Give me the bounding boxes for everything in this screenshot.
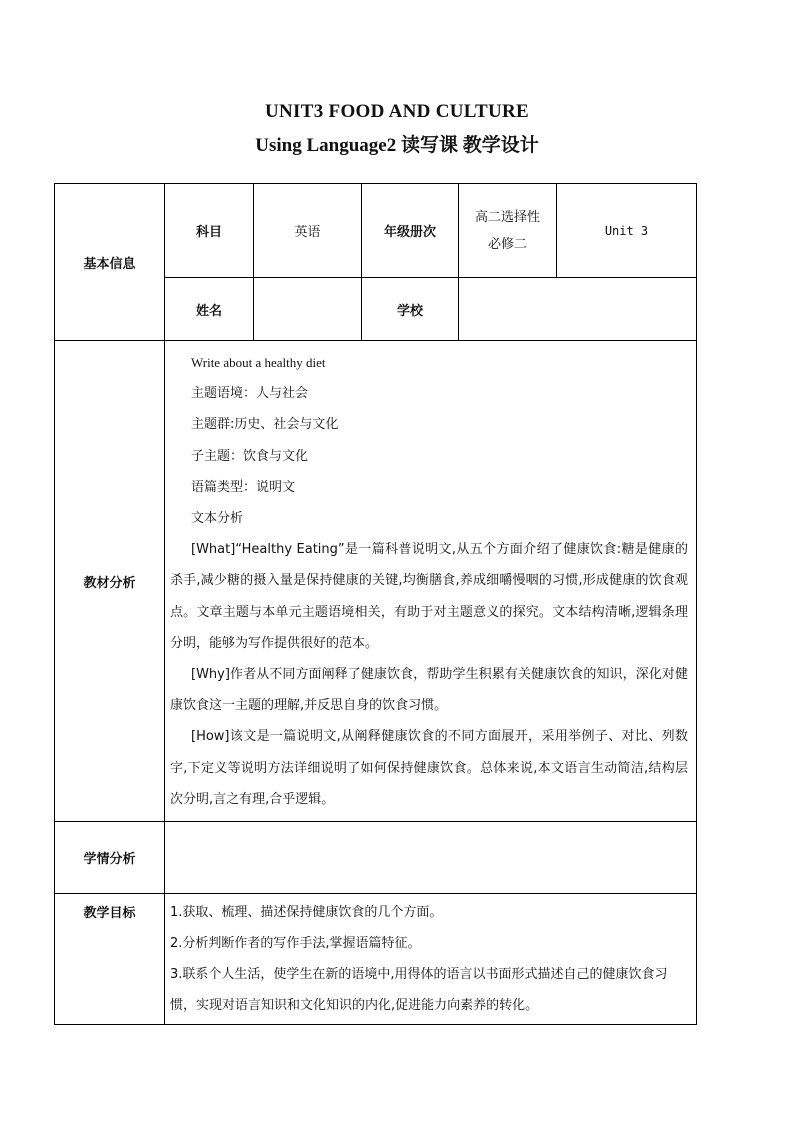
lesson-plan-table <box>54 183 697 1025</box>
document-title: UNIT3 FOOD AND CULTURE <box>264 101 530 122</box>
teaching-goal-item: 2.分析判断作者的写作手法,掌握语篇特征。 <box>170 936 421 952</box>
grade-value-line1: 高二选择性 <box>474 209 540 225</box>
name-label: 姓名 <box>165 278 254 341</box>
subject-label: 科目 <box>165 184 254 278</box>
material-text-analysis-heading: 文本分析 <box>191 511 244 527</box>
material-subtheme-line: 子主题：饮食与文化 <box>191 448 309 464</box>
unit-value: Unit 3 <box>557 184 697 278</box>
material-why-paragraph: [Why]作者从不同方面阐释了健康饮食，帮助学生积累有关健康饮食的知识，深化对健康饮食这一主题的理解,并反思自身的饮食习惯。 <box>170 667 688 714</box>
material-how-paragraph: [How]该文是一篇说明文,从阐释健康饮食的不同方面展开，采用举例子、对比、列数字,下定义等说明方法详细说明了如何保持健康饮食。总体来说,本文语言生动简洁,结构层次分明,言之有理,合乎逻辑。 <box>170 729 688 807</box>
learner-analysis-content <box>165 822 697 894</box>
teaching-goal-item: 3.联系个人生活，使学生在新的语境中,用得体的语言以书面形式描述自己的健康饮食习惯，实现对语言知识和文化知识的内化,促进能力向素养的转化。 <box>170 967 668 1014</box>
material-genre-line: 语篇类型：说明文 <box>191 479 296 495</box>
teaching-goal-item: 1.获取、梳理、描述保持健康饮食的几个方面。 <box>170 905 443 921</box>
material-context-line: 主题语境：人与社会 <box>191 386 309 402</box>
material-topic-line: Write about a healthy diet <box>191 355 326 370</box>
school-value <box>459 278 697 341</box>
material-analysis-content <box>165 341 697 822</box>
material-analysis-label: 教材分析 <box>55 341 165 822</box>
name-value <box>254 278 362 341</box>
teaching-goals-content <box>165 894 697 1025</box>
document-subtitle: Using Language2 读写课 教学设计 <box>255 135 539 156</box>
grade-value-line2: 必修二 <box>487 236 527 252</box>
teaching-goals-label: 教学目标 <box>55 894 165 1025</box>
grade-value <box>459 184 557 278</box>
subject-value: 英语 <box>254 184 362 278</box>
material-what-paragraph: [What]“Healthy Eating”是一篇科普说明文,从五个方面介绍了健康饮食:糖是健康的杀手,减少糖的摄入量是保持健康的关键,均衡膳食,养成细嚼慢咽的习惯,形成健康的饮食观点。文章主题与本单元主题语境相关，有助于对主题意义的探究。文本结构清晰,逻辑条理分明，能够为写作提供很好的范本。 <box>170 542 688 651</box>
basic-info-label: 基本信息 <box>55 184 165 341</box>
learner-analysis-label: 学情分析 <box>55 822 165 894</box>
grade-label: 年级册次 <box>362 184 459 278</box>
school-label: 学校 <box>362 278 459 341</box>
material-theme-group-line: 主题群:历史、社会与文化 <box>191 417 339 433</box>
